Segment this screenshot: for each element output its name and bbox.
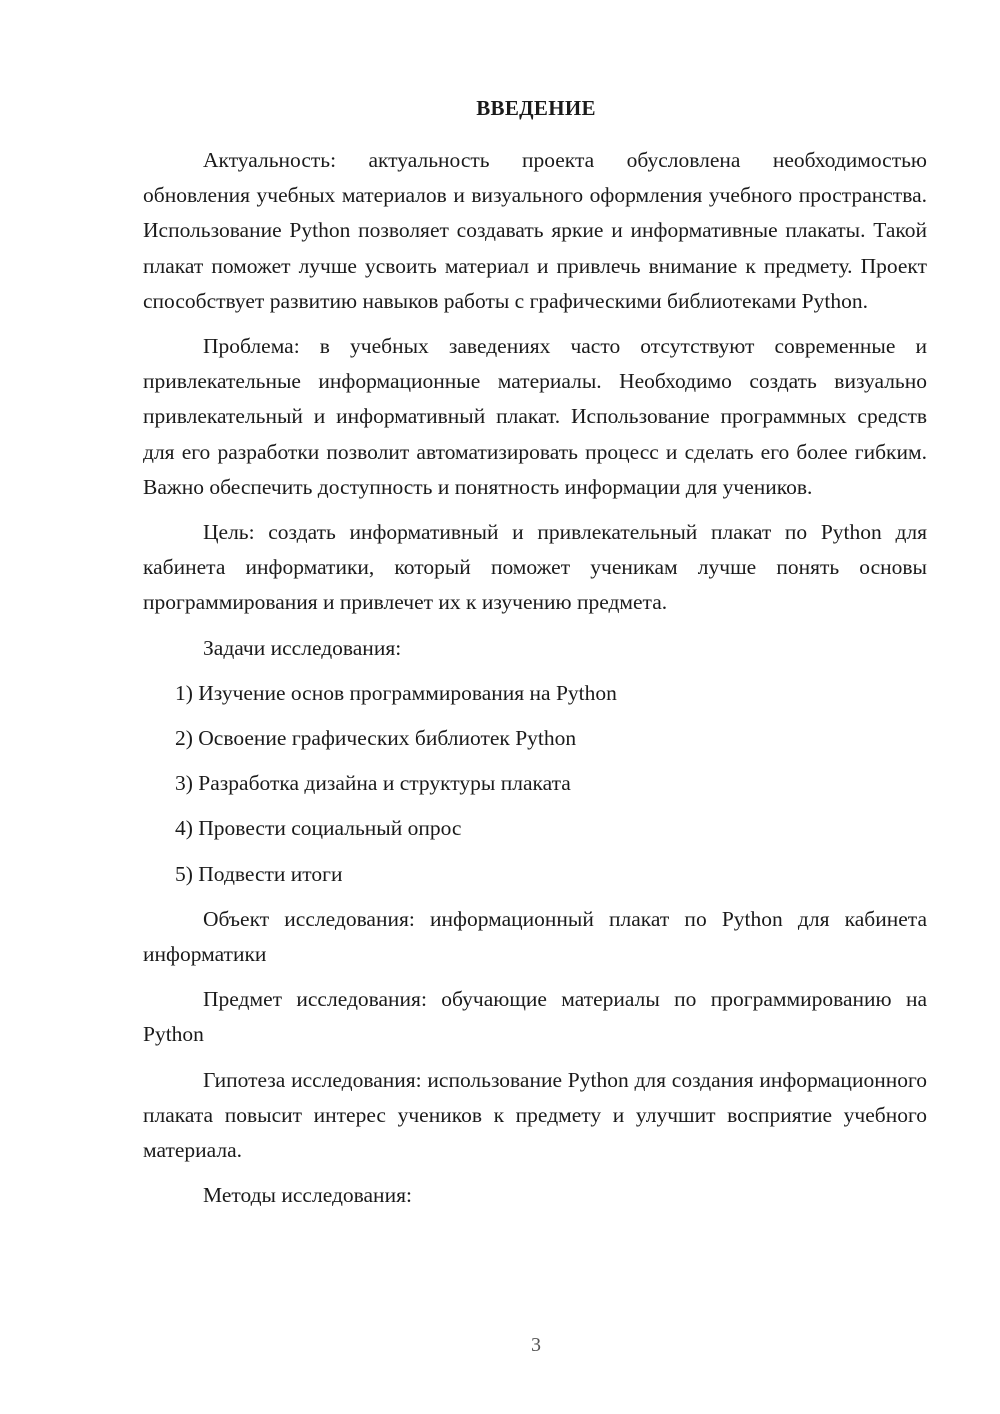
list-item: 5) Подвести итоги bbox=[175, 861, 343, 886]
page-title: ВВЕДЕНИЕ bbox=[476, 96, 596, 120]
list-item: 3) Разработка дизайна и структуры плаката bbox=[175, 771, 571, 796]
paragraph-relevance: Актуальность: актуальность проекта обусловлена необходимостью обновления учебных материалов и визуального оформления учебного пространства. Использование Python позволяет создавать яркие и информативные плакаты. Такой плакат поможет лучше усвоить материал и привлечь внимание к предмету. Проект способствует развитию навыков работы с графическими библиотеками Python. bbox=[143, 148, 927, 313]
paragraph-tasks-heading: Задачи исследования: bbox=[203, 635, 402, 660]
list-item: 2) Освоение графических библиотек Python bbox=[175, 726, 577, 751]
paragraph-methods-heading: Методы исследования: bbox=[203, 1183, 412, 1208]
tasks-list bbox=[143, 676, 927, 892]
page-number: 3 bbox=[531, 1334, 541, 1356]
list-item: 4) Провести социальный опрос bbox=[175, 816, 462, 841]
list-item: 1) Изучение основ программирования на Python bbox=[175, 680, 617, 705]
paragraph-hypothesis: Гипотеза исследования: использование Python для создания информационного плаката повысит интерес учеников к предмету и улучшит восприятие учебного материала. bbox=[143, 1067, 927, 1163]
paragraph-goal: Цель: создать информативный и привлекательный плакат по Python для кабинета информатики, который поможет ученикам лучше понять основы программирования и привлечет их к изучению предмета. bbox=[143, 520, 927, 615]
document-body bbox=[143, 143, 927, 1223]
paragraph-object: Объект исследования: информационный плакат по Python для кабинета информатики bbox=[143, 906, 927, 967]
paragraph-problem: Проблема: в учебных заведениях часто отсутствуют современные и привлекательные информационные материалы. Необходимо создать визуально привлекательный и информативный плакат. Использование программных средств для его разработки позволит автоматизировать процесс и сделать его более гибким. Важно обеспечить доступность и понятность информации для учеников. bbox=[143, 334, 927, 499]
paragraph-subject: Предмет исследования: обучающие материалы по программированию на Python bbox=[143, 987, 927, 1047]
